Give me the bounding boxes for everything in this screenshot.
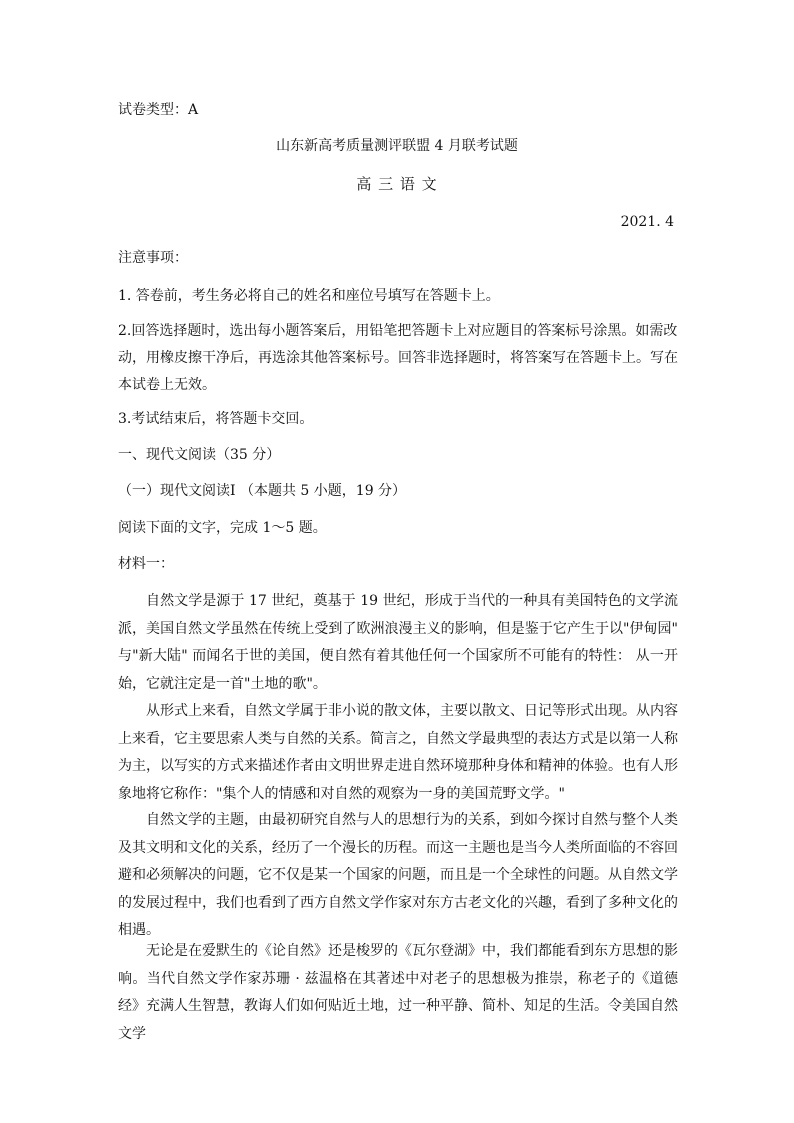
subject-title: 高 三 语 文 <box>356 175 438 193</box>
note-item-1: 1. 答卷前，考生务必将自己的姓名和座位号填写在答题卡上。 <box>118 288 500 304</box>
paper-type: 试卷类型：A <box>118 102 199 118</box>
exam-title: 山东新高考质量测评联盟 4 月联考试题 <box>276 138 518 154</box>
reading-instruction: 阅读下面的文字，完成 1～5 题。 <box>118 520 327 536</box>
note-item-3: 3.考试结束后，将答题卡交回。 <box>118 411 314 427</box>
notes-heading: 注意事项： <box>118 250 188 266</box>
paragraph-4: 无论是在爱默生的《论自然》还是梭罗的《瓦尔登湖》中，我们都能看到东方思想的影响。当代自然文学作家苏珊 · 兹温格在其著述中对老子的思想极为推崇，称老子的《道德经》充满人生智慧，教诲人们如何贴近土地，过一种平静、简朴、知足的生活。令美国自然文学 <box>118 943 678 1042</box>
material-label: 材料一： <box>118 556 174 572</box>
section-title: 一、现代文阅读（35 分） <box>118 447 281 463</box>
note-item-2 <box>118 318 678 399</box>
paragraph-1: 自然文学是源于 17 世纪，奠基于 19 世纪，形成于当代的一种具有美国特色的文学流派，美国自然文学虽然在传统上受到了欧洲浪漫主义的影响，但是鉴于它产生于以"伊甸园" 与"新大陆" 而闻名于世的美国，便自然有着其他任何一个国家所不可能有的特性： 从一开始，它就注定是一首"土地的歌"。 <box>118 593 678 692</box>
exam-date: 2021. 4 <box>620 214 674 230</box>
section-subtitle: （一）现代文阅读Ⅰ （本题共 5 小题，19 分） <box>118 483 407 499</box>
paragraph-2: 从形式上来看，自然文学属于非小说的散文体，主要以散文、日记等形式出现。从内容上来看，它主要思索人类与自然的关系。简言之，自然文学最典型的表达方式是以第一人称为主，以写实的方式来描述作者由文明世界走进自然环境那种身体和精神的体验。也有人形象地将它称作："集个人的情感和对自然的观察为一身的美国荒野文学。" <box>118 703 678 802</box>
note-item-2-text: 2.回答选择题时，选出每小题答案后，用铅笔把答题卡上对应题目的答案标号涂黑。如需改动，用橡皮擦干净后，再选涂其他答案标号。回答非选择题时，将答案写在答题卡上。写在本试卷上无效。 <box>118 323 678 393</box>
paragraph-3: 自然文学的主题，由最初研究自然与人的思想行为的关系，到如今探讨自然与整个人类及其文明和文化的关系，经历了一个漫长的历程。而这一主题也是当今人类所面临的不容回避和必须解决的问题，它不仅是某一个国家的问题，而且是一个全球性的问题。从自然文学的发展过程中，我们也看到了西方自然文学作家对东方古老文化的兴趣，看到了多种文化的相遇。 <box>118 812 678 938</box>
